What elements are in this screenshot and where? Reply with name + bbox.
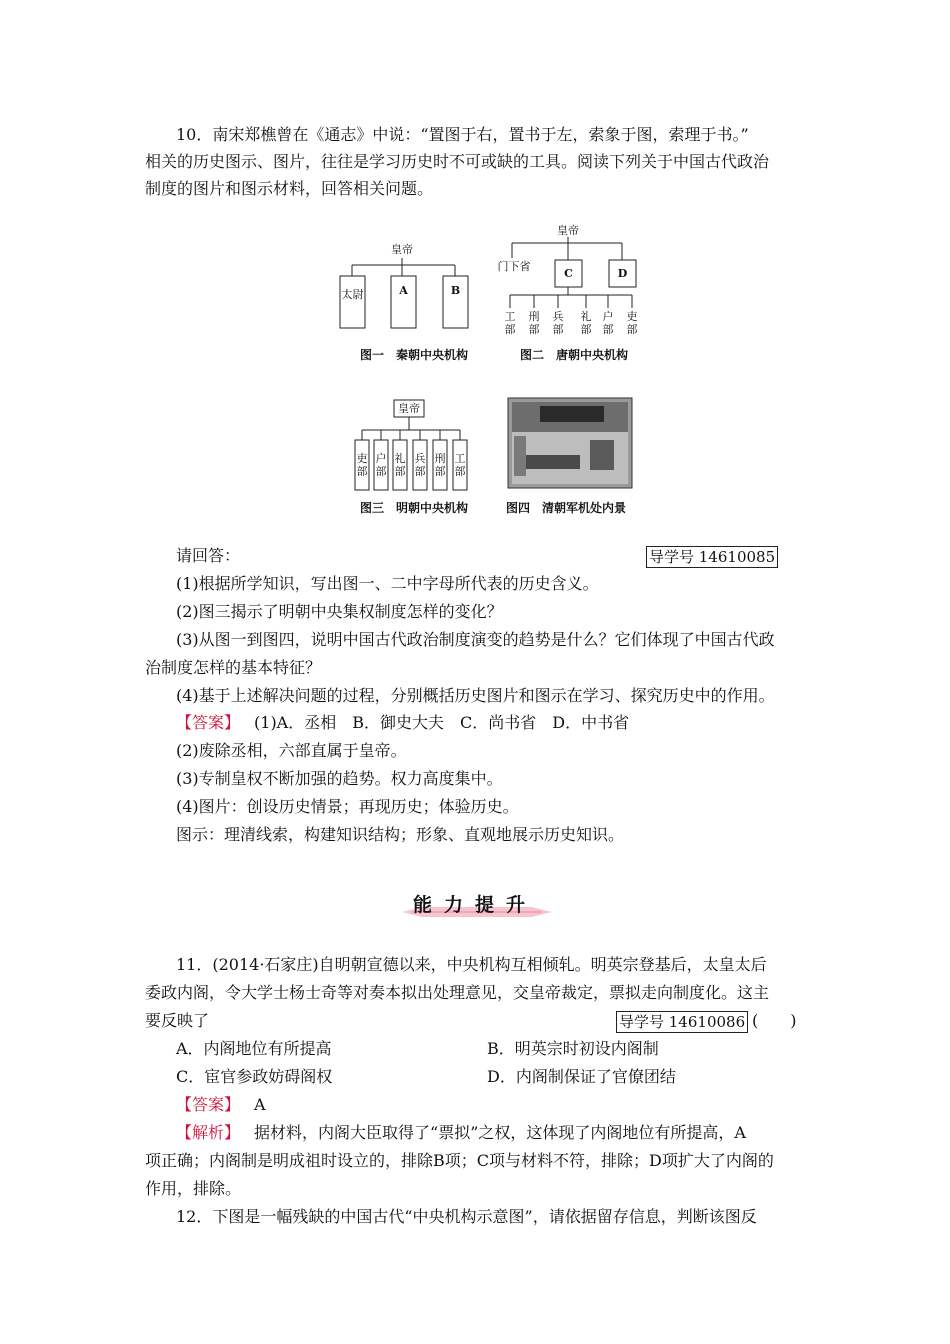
q11-line-2: 委政内阁，令大学士杨士奇等对奏本拟出处理意见，交皇帝裁定，票拟走向制度化。这主 — [145, 983, 770, 1002]
fig2-dept-li: 礼部 — [580, 310, 592, 336]
fig2-dept-hu: 户部 — [602, 310, 614, 336]
option-a: A．内阁地位有所提高 — [176, 1039, 332, 1058]
q10-figures — [0, 0, 950, 530]
fig3-dept-lib: 礼部 — [394, 452, 406, 478]
q12-line-1: 12．下图是一幅残缺的中国古代“中央机构示意图”，请依据留存信息，判断该图反 — [176, 1207, 757, 1226]
answer-value: A — [254, 1095, 266, 1114]
q10-line-3: 制度的图片和图示材料，回答相关问题。 — [145, 179, 434, 198]
fig3-dept-li: 吏部 — [356, 452, 368, 478]
q10-line-2: 相关的历史图示、图片，往往是学习历史时不可或缺的工具。阅读下列关于中国古代政治 — [145, 152, 770, 171]
guide-number-q10: 导学号 14610085 — [646, 546, 778, 568]
fig2-box-c-label: C — [564, 267, 573, 280]
fig1-caption: 图一 秦朝中央机构 — [360, 348, 469, 362]
fig3-dept-gong: 工部 — [454, 452, 466, 478]
answer-2: (2)废除丞相，六部直属于皇帝。 — [176, 741, 407, 760]
question-1: (1)根据所学知识，写出图一、二中字母所代表的历史含义。 — [176, 574, 599, 593]
question-3a: (3)从图一到图四，说明中国古代政治制度演变的趋势是什么？它们体现了中国古代政 — [176, 630, 775, 649]
fig2-dept-libu: 吏部 — [626, 310, 638, 336]
fig3-dept-hu: 户部 — [375, 452, 387, 478]
fig2-caption: 图二 唐朝中央机构 — [520, 348, 629, 362]
fig2-top-label: 皇帝 — [557, 224, 579, 237]
section-title: 能力提升 — [412, 894, 537, 916]
fig1-box-taiwei-label: 太尉 — [341, 288, 364, 301]
fig3-dept-xing: 刑部 — [434, 452, 446, 478]
analysis-line-2: 项正确；内阁制是明成祖时设立的，排除B项；C项与材料不符，排除；D项扩大了内阁的 — [145, 1151, 774, 1170]
answer-paren: ( ) — [752, 1011, 797, 1030]
q10-line-1: 10．南宋郑樵曾在《通志》中说：“置图于右，置书于左，索象于图，索理于书。” — [176, 125, 749, 144]
answer-4a: (4)图片：创设历史情景；再现历史；体验历史。 — [176, 797, 519, 816]
answer-row-q11 — [176, 1095, 266, 1115]
answer-1: (1)A．丞相 B．御史大夫 C．尚书省 D．中书省 — [254, 713, 630, 732]
fig2-menxia-label: 门下省 — [497, 260, 531, 273]
ask-label: 请回答： — [176, 546, 241, 565]
fig4-photo — [508, 398, 632, 488]
option-b: B．明英宗时初设内阁制 — [487, 1039, 659, 1058]
question-4: (4)基于上述解决问题的过程，分别概括历史图片和图示在学习、探究历史中的作用。 — [176, 686, 775, 705]
analysis-row-1 — [176, 1123, 746, 1143]
guide-number-q11: 导学号 14610086 — [616, 1011, 748, 1033]
answer-3: (3)专制皇权不断加强的趋势。权力高度集中。 — [176, 769, 503, 788]
fig3-dept-bing: 兵部 — [414, 452, 426, 478]
q11-line-1: 11．(2014·石家庄)自明朝宣德以来，中央机构互相倾轧。明英宗登基后，太皇太后 — [176, 955, 767, 974]
fig2-dept-gong: 工部 — [504, 310, 516, 336]
answer-tag: 【答案】 — [176, 713, 241, 732]
answer-row-q10 — [176, 713, 629, 733]
fig3-caption: 图三 明朝中央机构 — [360, 501, 469, 515]
fig1-top-label: 皇帝 — [391, 243, 413, 256]
fig2-dept-xing: 刑部 — [528, 310, 540, 336]
option-d: D．内阁制保证了官僚团结 — [487, 1067, 676, 1086]
q11-line-3: 要反映了 — [145, 1011, 210, 1030]
fig4-caption: 图四 清朝军机处内景 — [506, 501, 627, 515]
analysis-tag: 【解析】 — [176, 1123, 241, 1142]
answer-tag: 【答案】 — [176, 1095, 241, 1114]
fig3-top-label: 皇帝 — [398, 402, 420, 415]
fig1-box-a-label: A — [399, 284, 408, 297]
answer-4b: 图示：理清线索，构建知识结构；形象、直观地展示历史知识。 — [176, 825, 625, 844]
fig1-box-b-label: B — [450, 284, 461, 297]
option-c: C．宦官参政妨碍阁权 — [176, 1067, 333, 1086]
question-2: (2)图三揭示了明朝中央集权制度怎样的变化？ — [176, 602, 503, 621]
fig2-dept-bing: 兵部 — [552, 310, 564, 336]
analysis-line-1: 据材料，内阁大臣取得了“票拟”之权，这体现了内阁地位有所提高，A — [254, 1123, 746, 1142]
analysis-line-3: 作用，排除。 — [145, 1179, 242, 1198]
fig2-box-d-label: D — [617, 267, 628, 280]
question-3b: 治制度怎样的基本特征？ — [145, 658, 322, 677]
